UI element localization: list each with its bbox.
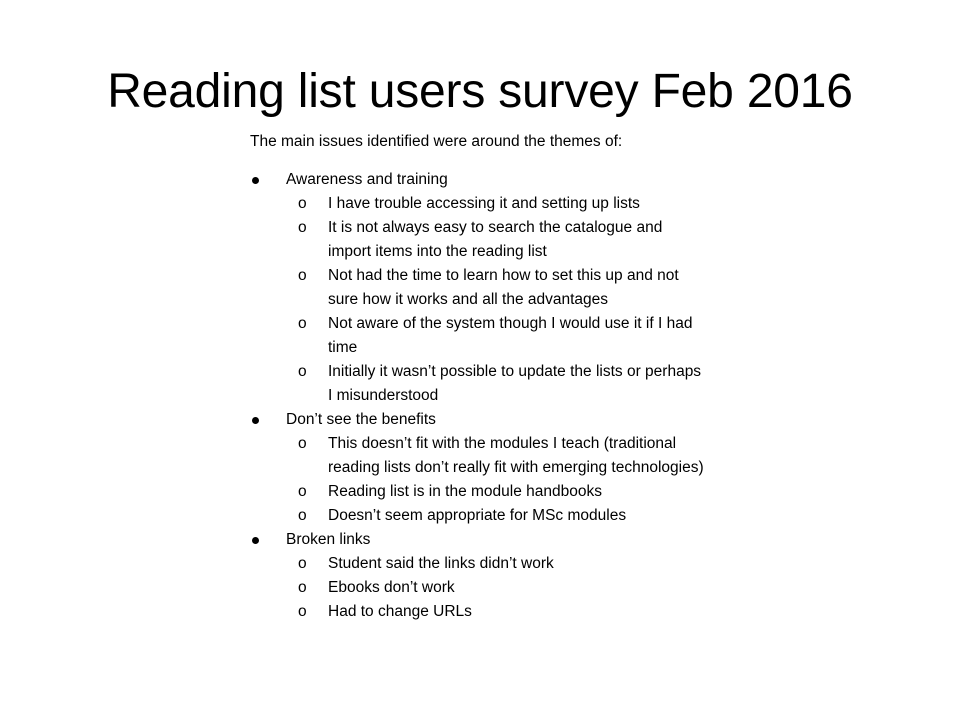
- issue-item: [250, 264, 708, 312]
- issue-item: [250, 432, 708, 480]
- issue-list: [250, 552, 730, 624]
- bullet-icon: [252, 177, 259, 184]
- circle-bullet-icon: o: [298, 579, 307, 596]
- issue-item: [250, 216, 708, 264]
- issue-text: Ebooks don’t work: [328, 579, 455, 596]
- slide-body: [250, 130, 730, 624]
- issue-text: Initially it wasn’t possible to update the lists or perhaps I misunderstood: [328, 363, 702, 404]
- theme-item: [250, 528, 730, 624]
- circle-bullet-icon: o: [298, 195, 307, 212]
- circle-bullet-icon: o: [298, 507, 307, 524]
- bullet-icon: [252, 537, 259, 544]
- issue-item: [250, 312, 708, 360]
- issue-item: [250, 480, 708, 504]
- circle-bullet-icon: o: [298, 555, 307, 572]
- circle-bullet-icon: o: [298, 435, 307, 452]
- issue-text: I have trouble accessing it and setting up lists: [328, 195, 640, 212]
- issue-item: [250, 504, 708, 528]
- issue-item: [250, 192, 708, 216]
- circle-bullet-icon: o: [298, 315, 307, 332]
- slide-title: Reading list users survey Feb 2016: [107, 65, 853, 118]
- issue-item: [250, 552, 708, 576]
- theme-item: [250, 168, 730, 408]
- issue-text: Reading list is in the module handbooks: [328, 483, 603, 500]
- issue-list: [250, 432, 730, 528]
- theme-row: [250, 168, 730, 192]
- theme-item: [250, 408, 730, 528]
- issue-text: Doesn’t seem appropriate for MSc modules: [328, 507, 627, 524]
- theme-row: [250, 408, 730, 432]
- issue-text: This doesn’t fit with the modules I teach (traditional reading lists don’t really fit with emerging technologies): [328, 435, 704, 476]
- theme-label: Awareness and training: [286, 171, 448, 188]
- circle-bullet-icon: o: [298, 603, 307, 620]
- intro-text: The main issues identified were around the themes of:: [250, 133, 623, 150]
- issue-text: Not had the time to learn how to set this up and not sure how it works and all the advantages: [328, 267, 679, 308]
- issue-item: [250, 576, 708, 600]
- bullet-icon: [252, 417, 259, 424]
- theme-list: [250, 168, 730, 624]
- issue-item: [250, 600, 708, 624]
- circle-bullet-icon: o: [298, 483, 307, 500]
- theme-row: [250, 528, 730, 552]
- circle-bullet-icon: o: [298, 219, 307, 236]
- issue-item: [250, 360, 708, 408]
- issue-text: It is not always easy to search the catalogue and import items into the reading list: [328, 219, 663, 260]
- issue-text: Had to change URLs: [328, 603, 472, 620]
- theme-label: Broken links: [286, 531, 371, 548]
- circle-bullet-icon: o: [298, 267, 307, 284]
- issue-text: Not aware of the system though I would use it if I had time: [328, 315, 693, 356]
- issue-text: Student said the links didn’t work: [328, 555, 554, 572]
- circle-bullet-icon: o: [298, 363, 307, 380]
- issue-list: [250, 192, 730, 408]
- theme-label: Don’t see the benefits: [286, 411, 436, 428]
